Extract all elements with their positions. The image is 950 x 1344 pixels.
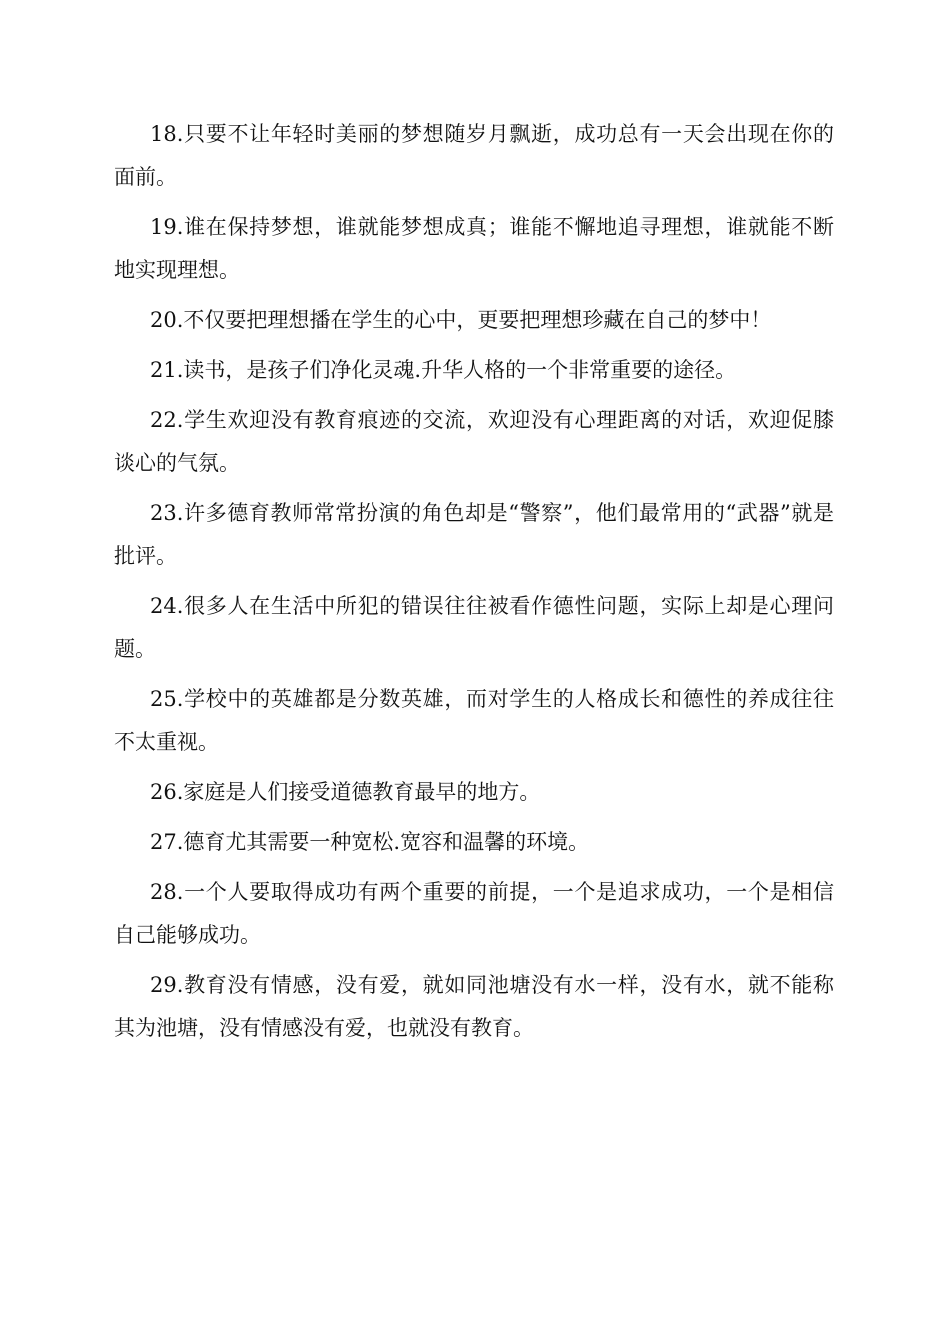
- paragraph-22: 22.学生欢迎没有教育痕迹的交流，欢迎没有心理距离的对话，欢迎促膝谈心的气氛。: [114, 408, 834, 475]
- paragraph-18: 18.只要不让年轻时美丽的梦想随岁月飘逝，成功总有一天会出现在你的面前。: [114, 122, 834, 189]
- document-body: [114, 113, 834, 1057]
- paragraph-28: 28.一个人要取得成功有两个重要的前提，一个是追求成功，一个是相信自己能够成功。: [114, 880, 834, 947]
- paragraph-19: 19.谁在保持梦想，谁就能梦想成真；谁能不懈地追寻理想，谁就能不断地实现理想。: [114, 215, 834, 282]
- paragraph-23: 23.许多德育教师常常扮演的角色却是“警察”，他们最常用的“武器”就是批评。: [114, 501, 834, 568]
- paragraph-27: 27.德育尤其需要一种宽松.宽容和温馨的环境。: [150, 830, 590, 854]
- paragraph-25: 25.学校中的英雄都是分数英雄，而对学生的人格成长和德性的养成往往不太重视。: [114, 687, 834, 754]
- paragraph-21: 21.读书，是孩子们净化灵魂.升华人格的一个非常重要的途径。: [150, 358, 737, 382]
- paragraph-29: 29.教育没有情感，没有爱，就如同池塘没有水一样，没有水，就不能称其为池塘，没有情感没有爱，也就没有教育。: [114, 973, 834, 1040]
- paragraph-26: 26.家庭是人们接受道德教育最早的地方。: [150, 780, 541, 804]
- paragraph-20: 20.不仅要把理想播在学生的心中，更要把理想珍藏在自己的梦中！: [150, 308, 772, 332]
- paragraph-24: 24.很多人在生活中所犯的错误往往被看作德性问题，实际上却是心理问题。: [114, 594, 834, 661]
